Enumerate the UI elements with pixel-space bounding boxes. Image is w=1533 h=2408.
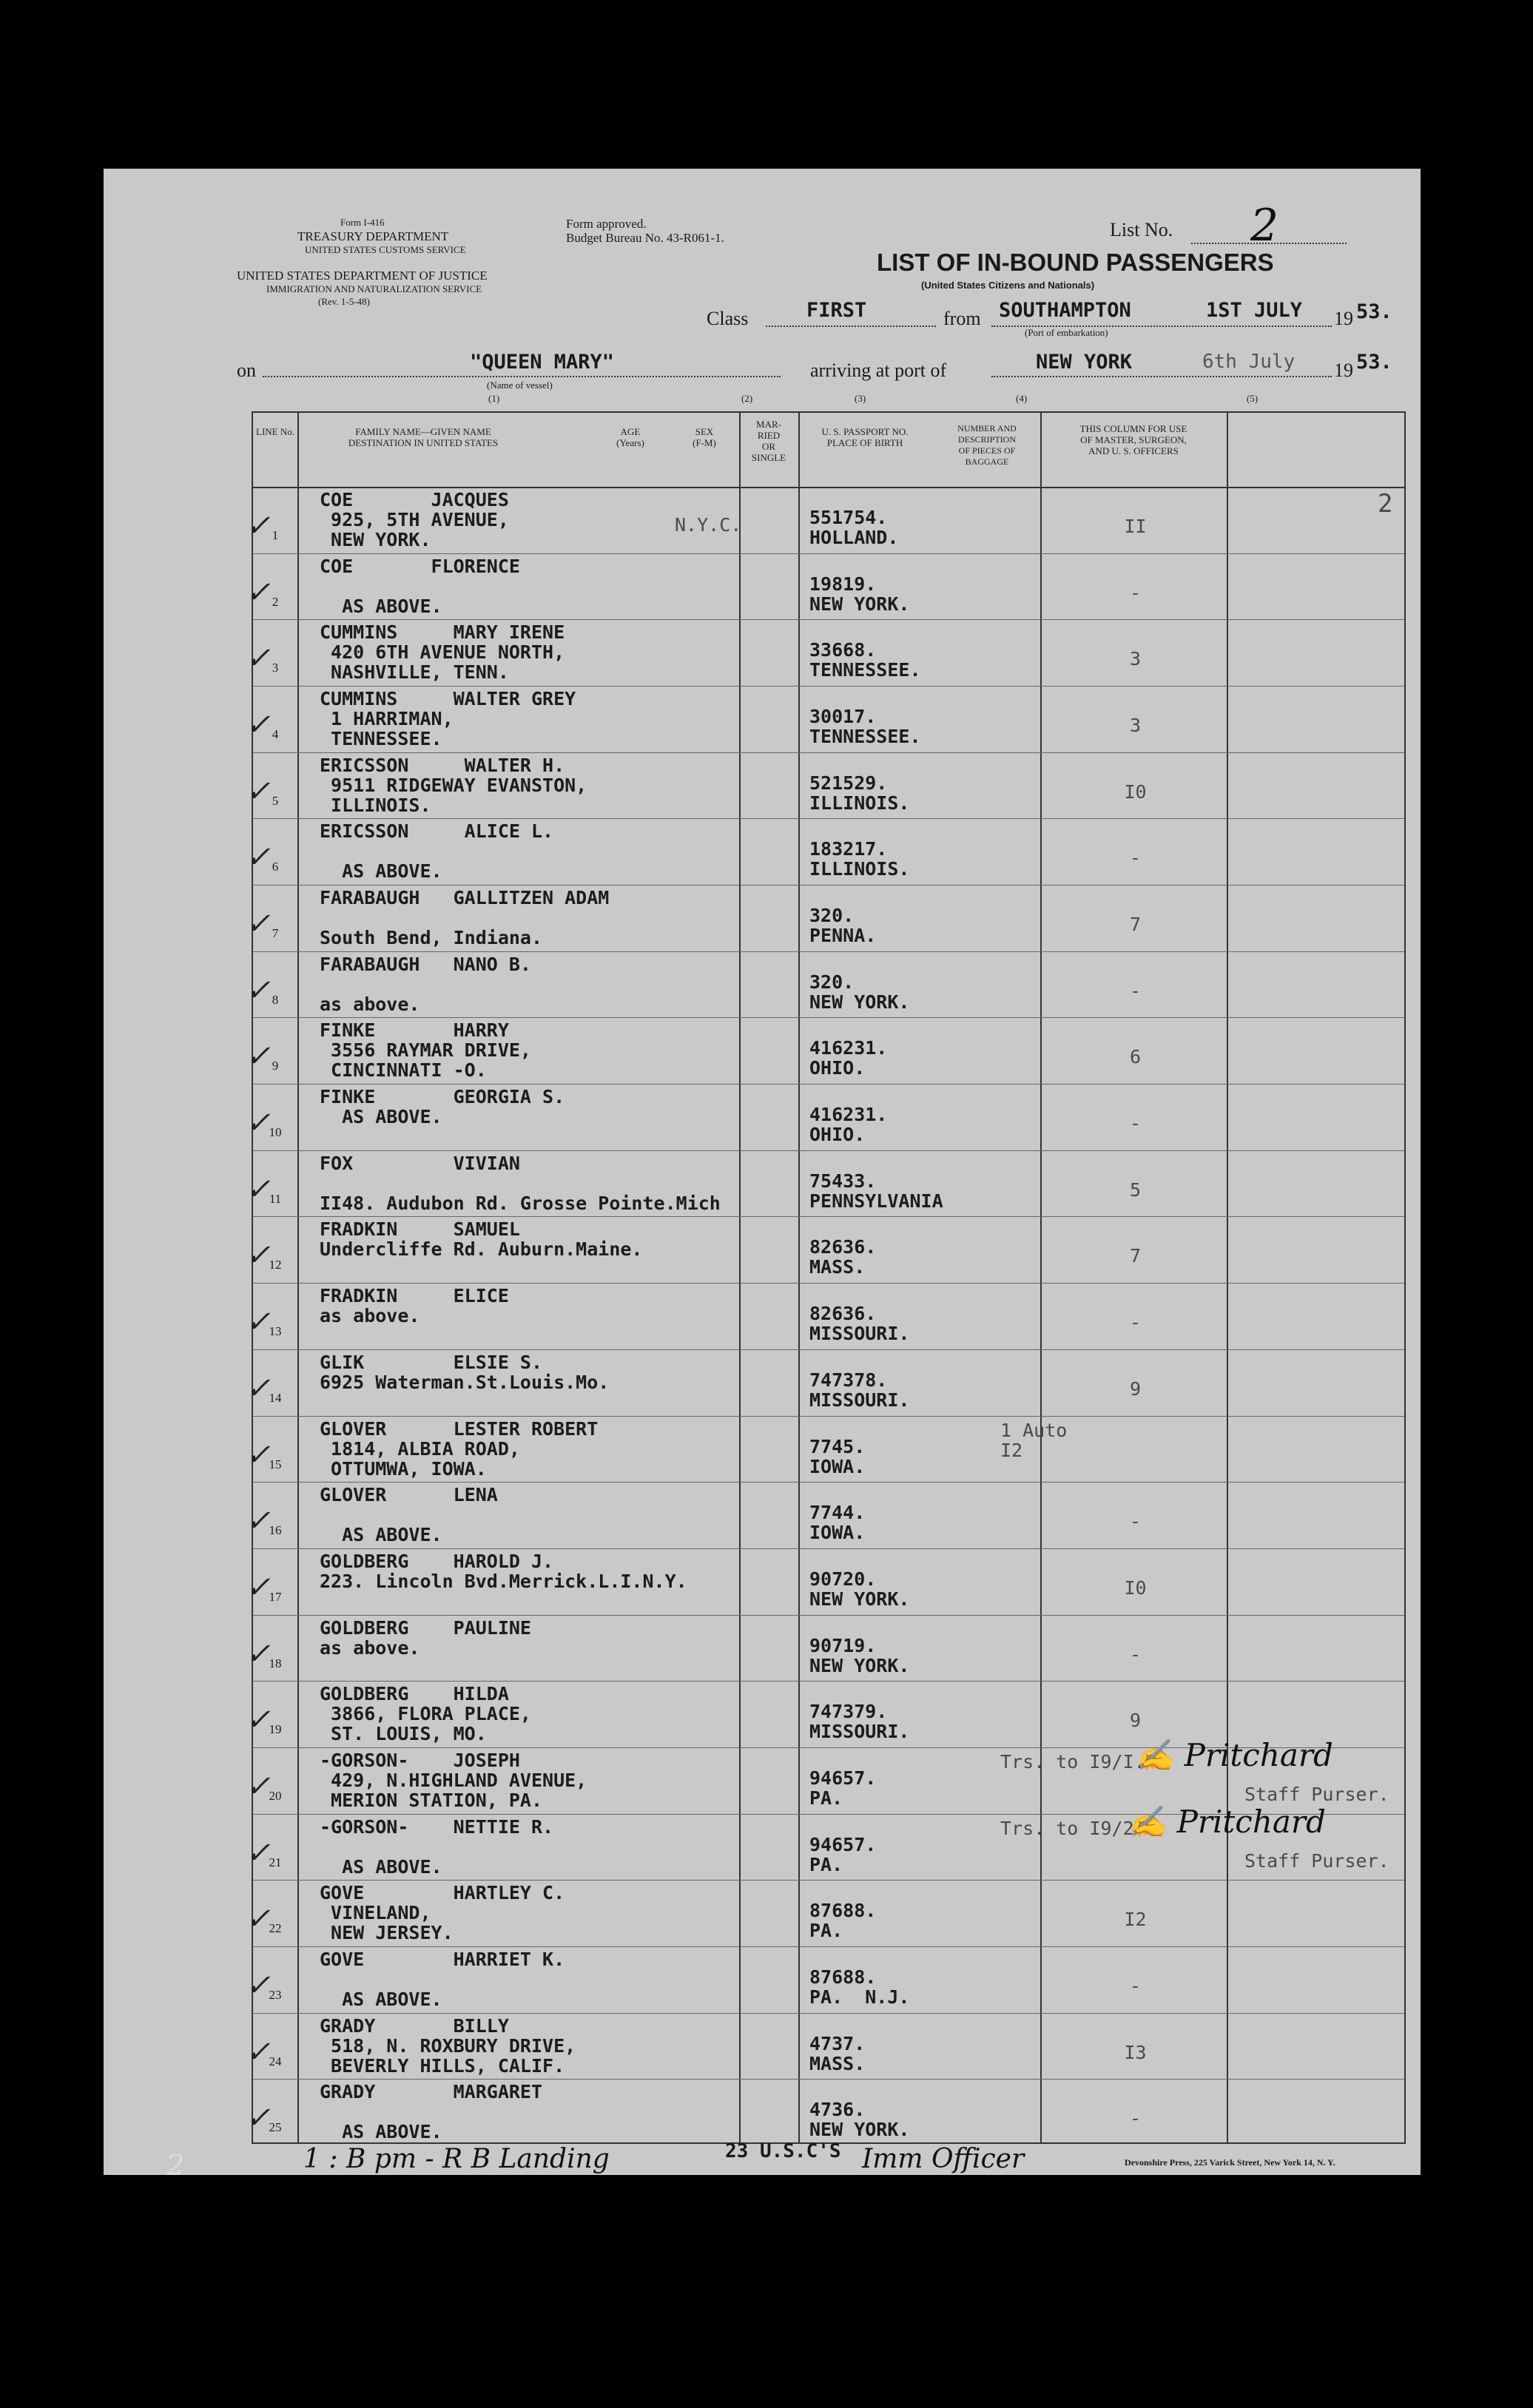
check-mark-icon: ✓ [246, 1371, 271, 1406]
manifest-page [104, 169, 1421, 2175]
on-label: on [237, 360, 256, 381]
passport-birthplace: 90720. NEW YORK. [809, 1568, 910, 1610]
line-number: 23 [269, 1987, 282, 2002]
col-number-5: (5) [1247, 393, 1259, 404]
passenger-name-destination: GLOVER LENA AS ABOVE. [320, 1485, 498, 1545]
passenger-name-destination: FOX VIVIAN II48. Audubon Rd. Grosse Pointe.Mich [320, 1153, 721, 1213]
check-mark-icon: ✓ [246, 1835, 271, 1870]
budget-label: Budget Bureau No. 43-R061-1. [566, 231, 724, 245]
check-mark-icon: ✓ [246, 1769, 271, 1804]
check-mark-icon: ✓ [246, 1504, 271, 1539]
check-mark-icon: ✓ [246, 774, 271, 809]
passenger-name-destination: -GORSON- NETTIE R. AS ABOVE. [320, 1816, 554, 1877]
check-mark-icon: ✓ [246, 575, 271, 610]
line-number: 21 [269, 1855, 282, 1869]
baggage-count: - [1129, 2108, 1142, 2130]
passport-birthplace: 4736. NEW YORK. [809, 2099, 910, 2141]
baggage-count: 9 [1129, 1710, 1142, 1732]
passport-birthplace: 75433. PENNSYLVANIA [809, 1170, 943, 1212]
baggage-count: II [1124, 516, 1147, 537]
passenger-name-destination: COE JACQUES 925, 5TH AVENUE, NEW YORK. [320, 490, 509, 550]
port-caption: (Port of embarkation) [1025, 327, 1108, 338]
passport-birthplace: 416231. OHIO. [809, 1104, 888, 1146]
baggage-count: 3 [1129, 648, 1142, 670]
justice-label: UNITED STATES DEPARTMENT OF JUSTICE [237, 269, 488, 283]
line-number: 12 [269, 1258, 282, 1272]
passenger-name-destination: CUMMINS MARY IRENE 420 6TH AVENUE NORTH, NASHVILLE, TENN. [320, 622, 565, 683]
passport-birthplace: 747378. MISSOURI. [809, 1369, 910, 1411]
passenger-name-destination: GOLDBERG HAROLD J. 223. Lincoln Bvd.Merrick.L.I.N.Y. [320, 1551, 687, 1591]
passenger-name-destination: FRADKIN SAMUEL Undercliffe Rd. Auburn.Maine. [320, 1219, 643, 1260]
approved-label: Form approved. [566, 217, 647, 231]
passport-birthplace: 551754. HOLLAND. [809, 507, 899, 548]
destination-city: N.Y.C. [675, 514, 742, 536]
check-mark-icon: ✓ [246, 1172, 271, 1207]
line-number: 20 [269, 1788, 282, 1803]
baggage-count: I3 [1124, 2041, 1147, 2063]
baggage-count: - [1129, 1643, 1142, 1665]
line-number: 16 [269, 1523, 282, 1538]
passport-birthplace: 87688. PA. [809, 1900, 877, 1942]
line-number: 18 [269, 1656, 282, 1670]
line-number: 2 [272, 594, 279, 609]
col-age: AGE (Years) [616, 426, 644, 448]
passenger-name-destination: GOVE HARRIET K. AS ABOVE. [320, 1949, 565, 2009]
rev-label: (Rev. 1-5-48) [318, 296, 370, 307]
check-mark-icon: ✓ [246, 1106, 271, 1141]
line-number: 9 [272, 1059, 279, 1073]
check-mark-icon: ✓ [246, 1305, 271, 1340]
check-mark-icon: ✓ [246, 2034, 271, 2069]
passport-birthplace: 19819. NEW YORK. [809, 573, 910, 615]
line-number: 4 [272, 727, 279, 742]
passenger-name-destination: FARABAUGH NANO B. as above. [320, 954, 531, 1014]
col-number-2: (2) [741, 393, 753, 404]
page-title: LIST OF IN-BOUND PASSENGERS [877, 249, 1274, 276]
passport-birthplace: 90719. NEW YORK. [809, 1634, 910, 1676]
check-mark-icon: ✓ [246, 1437, 271, 1472]
passport-birthplace: 416231. OHIO. [809, 1037, 888, 1079]
check-mark-icon: ✓ [246, 2101, 271, 2136]
baggage-count: - [1129, 1113, 1142, 1135]
embark-port: SOUTHAMPTON [999, 299, 1131, 322]
passenger-name-destination: ERICSSON ALICE L. AS ABOVE. [320, 821, 554, 882]
list-number-line [1191, 200, 1347, 252]
baggage-count: Trs. to I9/I. [1000, 1750, 1145, 1773]
class-field [766, 296, 936, 327]
officer-note: 2 [1378, 489, 1393, 519]
col-married: MAR- RIED OR SINGLE [751, 419, 786, 463]
col-sex: SEX (F-M) [693, 426, 716, 448]
line-number: 14 [269, 1390, 282, 1405]
passport-birthplace: 82636. MASS. [809, 1236, 877, 1278]
baggage-count: I0 [1124, 780, 1147, 803]
col-baggage: NUMBER AND DESCRIPTION OF PIECES OF BAGGAGE [957, 423, 1017, 467]
passport-birthplace: 82636. MISSOURI. [809, 1303, 910, 1345]
passport-birthplace: 7744. IOWA. [809, 1502, 866, 1544]
check-mark-icon: ✓ [246, 1570, 271, 1605]
passenger-name-destination: FINKE HARRY 3556 RAYMAR DRIVE, CINCINNATI -O. [320, 1020, 531, 1081]
col-name: FAMILY NAME—GIVEN NAME DESTINATION IN UNITED STATES [348, 426, 499, 448]
baggage-count: - [1129, 1974, 1142, 1997]
baggage-count: 9 [1129, 1377, 1142, 1400]
page-mark: 2 [166, 2149, 185, 2182]
arriving-label: arriving at port of [810, 360, 947, 381]
passport-birthplace: 320. PENNA. [809, 905, 877, 947]
list-number: 2 [1250, 200, 1279, 252]
check-mark-icon: ✓ [246, 1238, 271, 1273]
vessel-field [263, 346, 781, 377]
baggage-count: Trs. to I9/2. [1000, 1817, 1145, 1839]
footer-typed: 23 U.S.C'S [725, 2140, 841, 2162]
line-number: 6 [272, 860, 279, 874]
passenger-name-destination: COE FLORENCE AS ABOVE. [320, 556, 520, 616]
treasury-label: TREASURY DEPARTMENT [297, 229, 449, 243]
purser-signature: ✍ Pritchard [1136, 1737, 1333, 1773]
passenger-name-destination: GOVE HARTLEY C. VINELAND, NEW JERSEY. [320, 1883, 565, 1943]
printer-credit: Devonshire Press, 225 Varick Street, New York 14, N. Y. [1125, 2157, 1335, 2168]
check-mark-icon: ✓ [246, 641, 271, 676]
punch-hole [50, 211, 96, 257]
punch-hole [50, 699, 96, 745]
passenger-name-destination: GLIK ELSIE S. 6925 Waterman.St.Louis.Mo. [320, 1352, 610, 1392]
ins-label: IMMIGRATION AND NATURALIZATION SERVICE [266, 283, 482, 294]
passport-birthplace: 747379. MISSOURI. [809, 1701, 910, 1743]
vessel-name: "QUEEN MARY" [470, 351, 615, 374]
officer-note: Staff Purser. [1244, 1783, 1389, 1805]
baggage-count: 5 [1129, 1178, 1142, 1201]
baggage-count: - [1129, 1312, 1142, 1334]
line-number: 1 [272, 528, 279, 542]
passport-birthplace: 7745. IOWA. [809, 1435, 866, 1477]
punch-hole [50, 1709, 96, 1755]
line-number: 7 [272, 926, 279, 941]
passenger-name-destination: GRADY MARGARET AS ABOVE. [320, 2082, 543, 2142]
baggage-count: 3 [1129, 715, 1142, 737]
vessel-caption: (Name of vessel) [487, 380, 553, 391]
line-number: 15 [269, 1457, 282, 1471]
check-mark-icon: ✓ [246, 1703, 271, 1738]
depart-year: 53. [1356, 300, 1392, 323]
col-passport: U. S. PASSPORT NO. PLACE OF BIRTH [821, 426, 909, 448]
passenger-table [246, 411, 1406, 2144]
passenger-name-destination: FARABAUGH GALLITZEN ADAM South Bend, Indiana. [320, 888, 610, 948]
list-label: List No. [1110, 219, 1173, 240]
line-number: 13 [269, 1324, 282, 1339]
passport-birthplace: 94657. PA. [809, 1767, 877, 1809]
check-mark-icon: ✓ [246, 1902, 271, 1937]
arrival-year-prefix: 19 [1334, 360, 1353, 381]
baggage-count: I2 [1124, 1909, 1147, 1931]
check-mark-icon: ✓ [246, 840, 271, 875]
passport-birthplace: 4737. MASS. [809, 2032, 866, 2074]
punch-hole [50, 1376, 96, 1422]
passenger-name-destination: FRADKIN ELICE as above. [320, 1286, 509, 1326]
passport-birthplace: 320. NEW YORK. [809, 971, 910, 1013]
baggage-count: I0 [1124, 1576, 1147, 1599]
arrival-date: 6th July [1202, 351, 1296, 373]
baggage-count: 7 [1129, 914, 1142, 936]
line-number: 24 [269, 2054, 282, 2068]
line-number: 25 [269, 2120, 282, 2135]
purser-signature: ✍ Pritchard [1128, 1804, 1326, 1840]
check-mark-icon: ✓ [246, 973, 271, 1008]
depart-year-prefix: 19 [1334, 308, 1353, 329]
line-number: 19 [269, 1722, 282, 1737]
check-mark-icon: ✓ [246, 1039, 271, 1074]
baggage-count: - [1129, 1511, 1142, 1533]
passenger-name-destination: GOLDBERG HILDA 3866, FLORA PLACE, ST. LOUIS, MO. [320, 1684, 531, 1744]
passenger-name-destination: ERICSSON WALTER H. 9511 RIDGEWAY EVANSTON, ILLINOIS. [320, 755, 587, 815]
page-subtitle: (United States Citizens and Nationals) [921, 280, 1095, 291]
arrival-field [991, 346, 1332, 377]
col-number-4: (4) [1016, 393, 1028, 404]
class-label: Class [707, 308, 749, 329]
check-mark-icon: ✓ [246, 907, 271, 942]
check-mark-icon: ✓ [246, 1636, 271, 1671]
arrival-port: NEW YORK [1036, 351, 1133, 374]
col-officers: THIS COLUMN FOR USE OF MASTER, SURGEON, AND U. S. OFFICERS [1079, 423, 1187, 456]
line-number: 22 [269, 1921, 282, 1936]
check-mark-icon: ✓ [246, 1968, 271, 2003]
passenger-name-destination: -GORSON- JOSEPH 429, N.HIGHLAND AVENUE, MERION STATION, PA. [320, 1750, 587, 1810]
col-line-no: LINE No. [256, 426, 294, 437]
passenger-name-destination: CUMMINS WALTER GREY 1 HARRIMAN, TENNESSEE. [320, 689, 576, 749]
baggage-count: 6 [1129, 1046, 1142, 1068]
col-number-1: (1) [488, 393, 500, 404]
form-number: Form I-416 [340, 217, 385, 228]
class-value: FIRST [806, 299, 867, 322]
line-number: 5 [272, 793, 279, 808]
punch-hole [50, 1050, 96, 1096]
line-number: 10 [269, 1125, 282, 1140]
passport-birthplace: 87688. PA. N.J. [809, 1966, 910, 2008]
depart-date: 1ST JULY [1206, 299, 1303, 322]
customs-label: UNITED STATES CUSTOMS SERVICE [305, 244, 466, 255]
officer-note: Staff Purser. [1244, 1849, 1389, 1872]
footer-handwriting: 1 : B pm - R B Landing [303, 2144, 610, 2174]
baggage-count: - [1129, 581, 1142, 604]
check-mark-icon: ✓ [246, 708, 271, 743]
passport-birthplace: 94657. PA. [809, 1833, 877, 1875]
passport-birthplace: 183217. ILLINOIS. [809, 838, 910, 880]
passenger-name-destination: GLOVER LESTER ROBERT 1814, ALBIA ROAD, OTTUMWA, IOWA. [320, 1418, 599, 1479]
line-number: 3 [272, 661, 279, 675]
check-mark-icon: ✓ [246, 509, 271, 543]
punch-hole [50, 362, 96, 408]
baggage-count: - [1129, 847, 1142, 869]
baggage-count: - [1129, 979, 1142, 1002]
arrival-year: 53. [1356, 351, 1392, 374]
line-number: 11 [269, 1191, 282, 1206]
line-number: 17 [269, 1589, 282, 1604]
punch-hole [50, 2012, 96, 2058]
footer-officer: Imm Officer [862, 2144, 1025, 2174]
line-number: 8 [272, 992, 279, 1007]
passport-birthplace: 521529. ILLINOIS. [809, 772, 910, 814]
baggage-count: 7 [1129, 1245, 1142, 1267]
passport-birthplace: 33668. TENNESSEE. [809, 639, 921, 681]
passenger-name-destination: FINKE GEORGIA S. AS ABOVE. [320, 1087, 565, 1127]
passport-birthplace: 30017. TENNESSEE. [809, 706, 921, 748]
from-label: from [943, 308, 981, 329]
passenger-name-destination: GRADY BILLY 518, N. ROXBURY DRIVE, BEVERLY HILLS, CALIF. [320, 2015, 576, 2076]
col-number-3: (3) [855, 393, 866, 404]
baggage-count: 1 Auto I2 [1000, 1419, 1068, 1461]
from-field [991, 296, 1332, 327]
passenger-name-destination: GOLDBERG PAULINE as above. [320, 1617, 531, 1658]
